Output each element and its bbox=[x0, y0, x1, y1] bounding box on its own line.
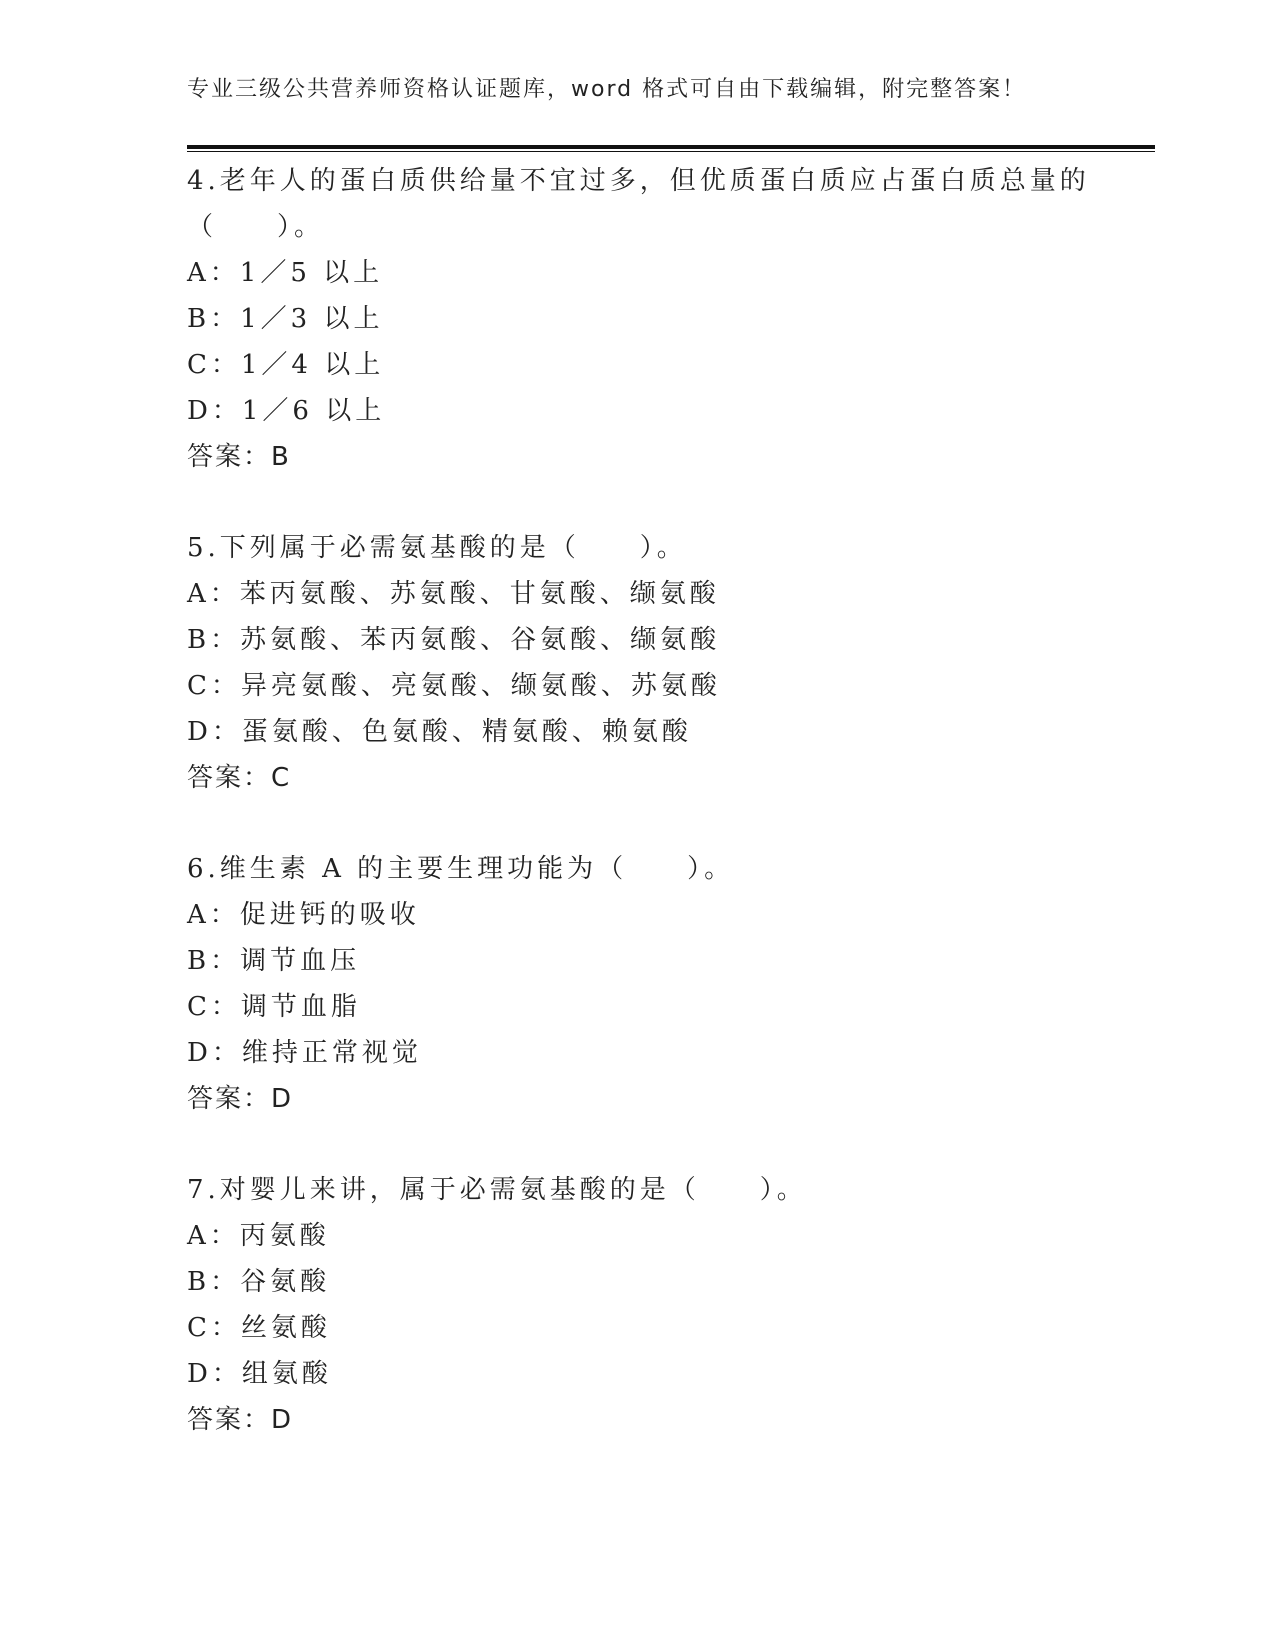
answer-line: 答案：B bbox=[187, 442, 291, 472]
answer-line: 答案：D bbox=[187, 1084, 294, 1114]
question-4 bbox=[187, 158, 1090, 480]
option-c: C：异亮氨酸、亮氨酸、缬氨酸、苏氨酸 bbox=[187, 671, 721, 701]
option-b: B：苏氨酸、苯丙氨酸、谷氨酸、缬氨酸 bbox=[187, 625, 721, 655]
question-stem: 5.下列属于必需氨基酸的是（ ）。 bbox=[187, 533, 687, 563]
question-5 bbox=[187, 525, 1087, 801]
option-c: C：1／4 以上 bbox=[187, 350, 385, 380]
option-a: A：1／5 以上 bbox=[187, 258, 384, 288]
question-stem: （ ）。 bbox=[187, 212, 325, 242]
question-list bbox=[187, 158, 1090, 1443]
question-stem: 7.对婴儿来讲，属于必需氨基酸的是（ ）。 bbox=[187, 1175, 807, 1205]
option-c: C：调节血脂 bbox=[187, 992, 361, 1022]
page-header: 专业三级公共营养师资格认证题库，word 格式可自由下载编辑，附完整答案！ bbox=[187, 77, 1027, 102]
question-6 bbox=[187, 846, 1087, 1122]
option-a: A：苯丙氨酸、苏氨酸、甘氨酸、缬氨酸 bbox=[187, 579, 720, 609]
question-stem: 4.老年人的蛋白质供给量不宜过多，但优质蛋白质应占蛋白质总量的 bbox=[187, 166, 1090, 196]
option-a: A：丙氨酸 bbox=[187, 1221, 330, 1251]
header-rule-thick bbox=[187, 145, 1155, 149]
header-rule-thin bbox=[187, 151, 1155, 152]
option-d: D：维持正常视觉 bbox=[187, 1038, 422, 1068]
option-d: D：蛋氨酸、色氨酸、精氨酸、赖氨酸 bbox=[187, 717, 692, 747]
option-c: C：丝氨酸 bbox=[187, 1313, 331, 1343]
option-b: B：谷氨酸 bbox=[187, 1267, 331, 1297]
answer-line: 答案：C bbox=[187, 763, 292, 793]
option-b: B：1／3 以上 bbox=[187, 304, 384, 334]
question-7 bbox=[187, 1167, 1087, 1443]
question-stem: 6.维生素 A 的主要生理功能为（ ）。 bbox=[187, 854, 735, 884]
option-a: A：促进钙的吸收 bbox=[187, 900, 420, 930]
option-d: D：组氨酸 bbox=[187, 1359, 332, 1389]
option-d: D：1／6 以上 bbox=[187, 396, 386, 426]
option-b: B：调节血压 bbox=[187, 946, 361, 976]
answer-line: 答案：D bbox=[187, 1405, 294, 1435]
